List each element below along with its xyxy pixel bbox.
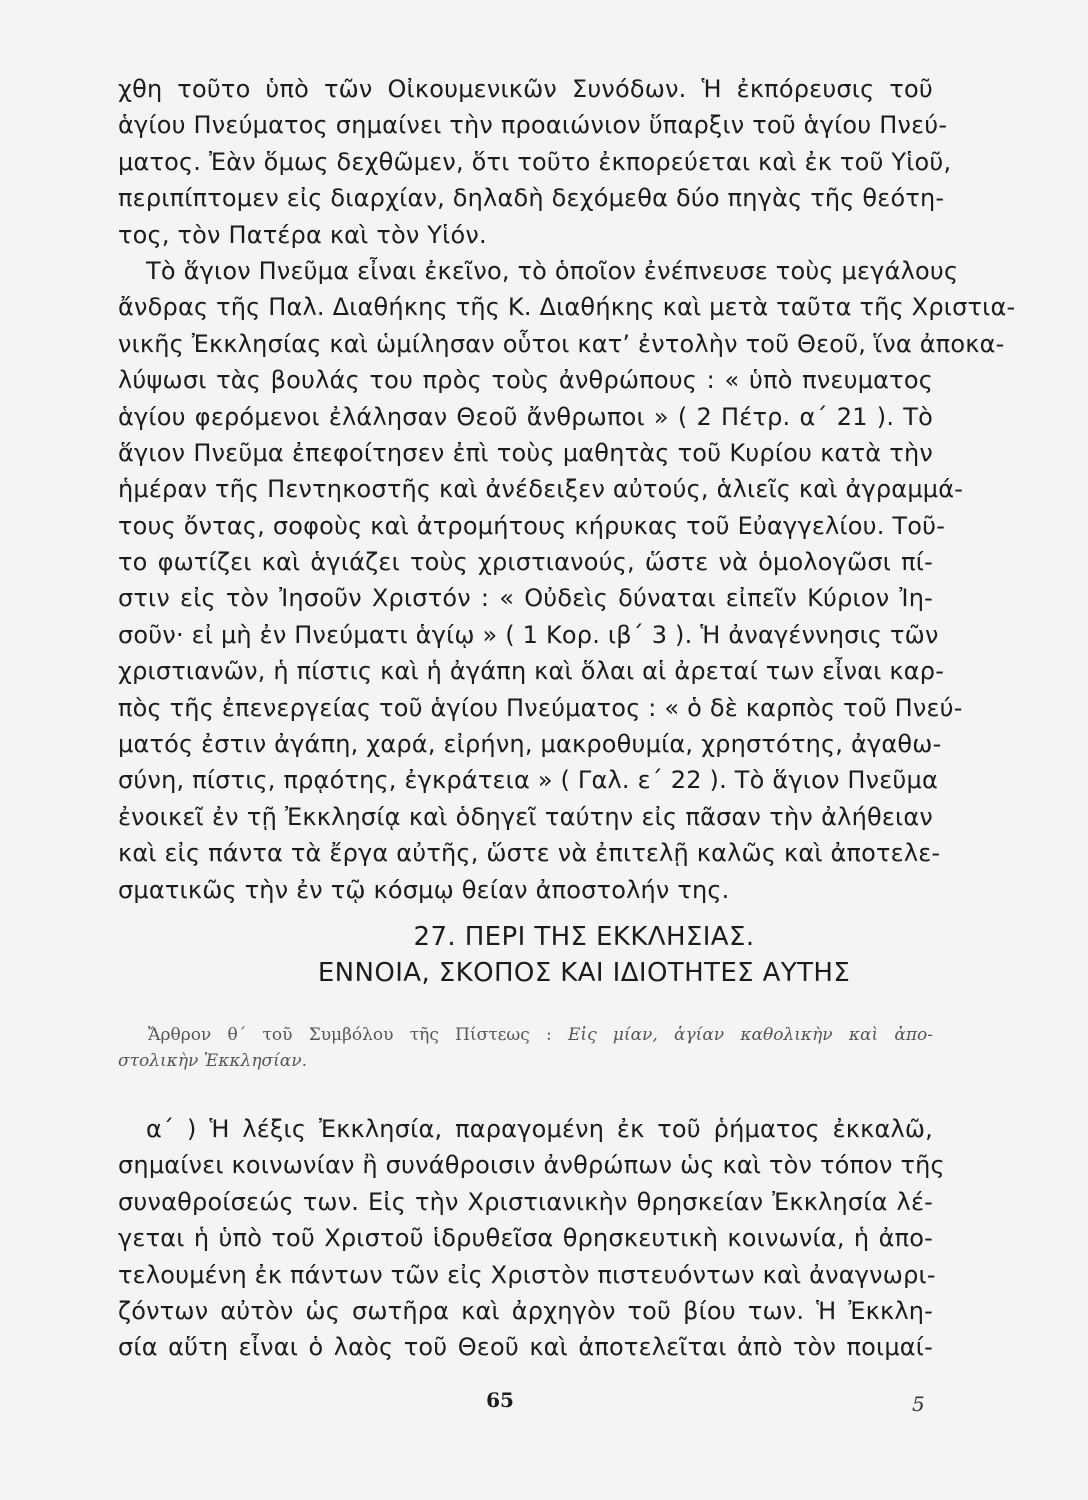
text-line: ἁγίου φερόμενοι ἐλάλησαν Θεοῦ ἄνθρωποι » ( 2 Πέτρ. α΄ 21 ). Τὸ [118, 402, 933, 431]
text-line: ἄνδρας τῆς Παλ. Διαθήκης τῆς Κ. Διαθήκης καὶ μετὰ ταῦτα τῆς Χριστια- [118, 293, 1016, 322]
text-line: ἅγιον Πνεῦμα ἐπεφοίτησεν ἐπὶ τοὺς μαθητὰς τοῦ Κυρίου κατὰ τὴν [118, 438, 933, 467]
text-line: ματός ἐστιν ἀγάπη, χαρά, εἰρήνη, μακροθυμία, χρηστότης, ἀγαθω- [118, 730, 942, 759]
text-line: Τὸ ἅγιον Πνεῦμα εἶναι ἐκεῖνο, τὸ ὁποῖον ἐνέπνευσε τοὺς μεγάλους [146, 256, 959, 285]
creed-quote-source: Ἄρθρον θ΄ τοῦ Συμβόλου τῆς Πίστεως : [148, 1025, 552, 1045]
text-line: γεται ἡ ὑπὸ τοῦ Χριστοῦ ἱδρυθεῖσα θρησκευτικὴ κοινωνία, ἡ ἀπο- [118, 1224, 933, 1253]
creed-quote-line-1 [148, 1022, 933, 1048]
text-line: λύψωσι τὰς βουλάς του πρὸς τοὺς ἀνθρώπους : « ὑπὸ πνευματος [118, 366, 933, 395]
text-line: στιν εἰς τὸν Ἰησοῦν Χριστόν : « Οὐδεὶς δύναται εἰπεῖν Κύριον Ἰη- [118, 584, 933, 613]
text-line: σοῦν· εἰ μὴ ἐν Πνεύματι ἁγίῳ » ( 1 Κορ. ιβ΄ 3 ). Ἡ ἀναγέννησις τῶν [118, 620, 939, 649]
text-line: τος, τὸν Πατέρα καὶ τὸν Υἱόν. [118, 220, 487, 249]
creed-quote-text: στολικὴν Ἐκκλησίαν. [118, 1051, 308, 1071]
text-line: συναθροίσεώς των. Εἰς τὴν Χριστιανικὴν θρησκείαν Ἐκκλησία λέ- [118, 1187, 933, 1216]
text-line: τελουμένη ἐκ πάντων τῶν εἰς Χριστὸν πιστευόντων καὶ ἀναγνωρι- [118, 1260, 936, 1289]
page-number: 65 [486, 1388, 514, 1412]
text-line: ζόντων αὐτὸν ὡς σωτῆρα καὶ ἀρχηγὸν τοῦ βίου των. Ἡ Ἐκκλη- [118, 1296, 933, 1325]
text-line: ματος. Ἐὰν ὅμως δεχθῶμεν, ὅτι τοῦτο ἐκπορεύεται καὶ ἐκ τοῦ Υἱοῦ, [118, 147, 952, 176]
text-line: ἁγίου Πνεύματος σημαίνει τὴν προαιώνιον ὕπαρξιν τοῦ ἁγίου Πνεύ- [118, 111, 948, 140]
creed-quote-line-2 [118, 1048, 933, 1074]
text-line: σημαίνει κοινωνίαν ἢ συνάθροισιν ἀνθρώπων ὡς καὶ τὸν τόπον τῆς [118, 1151, 945, 1180]
text-line: χθη τοῦτο ὑπὸ τῶν Οἰκουμενικῶν Συνόδων. Ἡ ἐκπόρευσις τοῦ [118, 75, 933, 103]
text-line: τους ὄντας, σοφοὺς καὶ ἀτρομήτους κήρυκας τοῦ Εὐαγγελίου. Τοῦ- [118, 511, 946, 540]
text-line: α΄ ) Ἡ λέξις Ἐκκλησία, παραγομένη ἐκ τοῦ ῥήματος ἐκκαλῶ, [146, 1115, 933, 1143]
text-line: πὸς τῆς ἐπενεργείας τοῦ ἁγίου Πνεύματος : « ὁ δὲ καρπὸς τοῦ Πνεύ- [118, 693, 963, 722]
text-line: σύνη, πίστις, πρᾳότης, ἐγκράτεια » ( Γαλ. ε΄ 22 ). Τὸ ἅγιον Πνεῦμα [118, 766, 939, 795]
signature-mark: 5 [912, 1392, 925, 1416]
creed-quote-text: Εἰς μίαν, ἁγίαν καθολικὴν καὶ ἀπο- [568, 1025, 933, 1045]
text-line: ἡμέραν τῆς Πεντηκοστῆς καὶ ἀνέδειξεν αὐτούς, ἁλιεῖς καὶ ἀγραμμά- [118, 475, 964, 504]
paragraph-top [118, 71, 1016, 908]
text-line: ἐνοικεῖ ἐν τῇ Ἐκκλησίᾳ καὶ ὁδηγεῖ ταύτην εἰς πᾶσαν τὴν ἀλήθειαν [118, 802, 933, 831]
text-line: χριστιανῶν, ἡ πίστις καὶ ἡ ἀγάπη καὶ ὅλαι αἱ ἀρεταί των εἶναι καρ- [118, 657, 945, 686]
paragraph-bottom [118, 1111, 945, 1366]
text-line: καὶ εἰς πάντα τὰ ἔργα αὐτῆς, ὥστε νὰ ἐπιτελῇ καλῶς καὶ ἀποτελε- [118, 839, 941, 868]
text-line: σία αὕτη εἶναι ὁ λαὸς τοῦ Θεοῦ καὶ ἀποτελεῖται ἀπὸ τὸν ποιμαί- [118, 1333, 933, 1362]
section-heading-title: 27. ΠΕΡΙ ΤΗΣ ΕΚΚΛΗΣΙΑΣ. [413, 922, 755, 952]
text-line: το φωτίζει καὶ ἁγιάζει τοὺς χριστιανούς, ὥστε νὰ ὁμολογῶσι πί- [118, 548, 933, 577]
section-heading-subtitle: ΕΝΝΟΙΑ, ΣΚΟΠΟΣ ΚΑΙ ΙΔΙΟΤΗΤΕΣ ΑΥΤΗΣ [317, 958, 851, 988]
text-line: σματικῶς τὴν ἐν τῷ κόσμῳ θείαν ἀποστολήν της. [118, 875, 730, 904]
text-line: περιπίπτομεν εἰς διαρχίαν, δηλαδὴ δεχόμεθα δύο πηγὰς τῆς θεότη- [118, 184, 945, 213]
text-line: νικῆς Ἐκκλησίας καὶ ὡμίλησαν οὗτοι κατ’ ἐντολὴν τοῦ Θεοῦ, ἵνα ἀποκα- [118, 329, 1005, 358]
